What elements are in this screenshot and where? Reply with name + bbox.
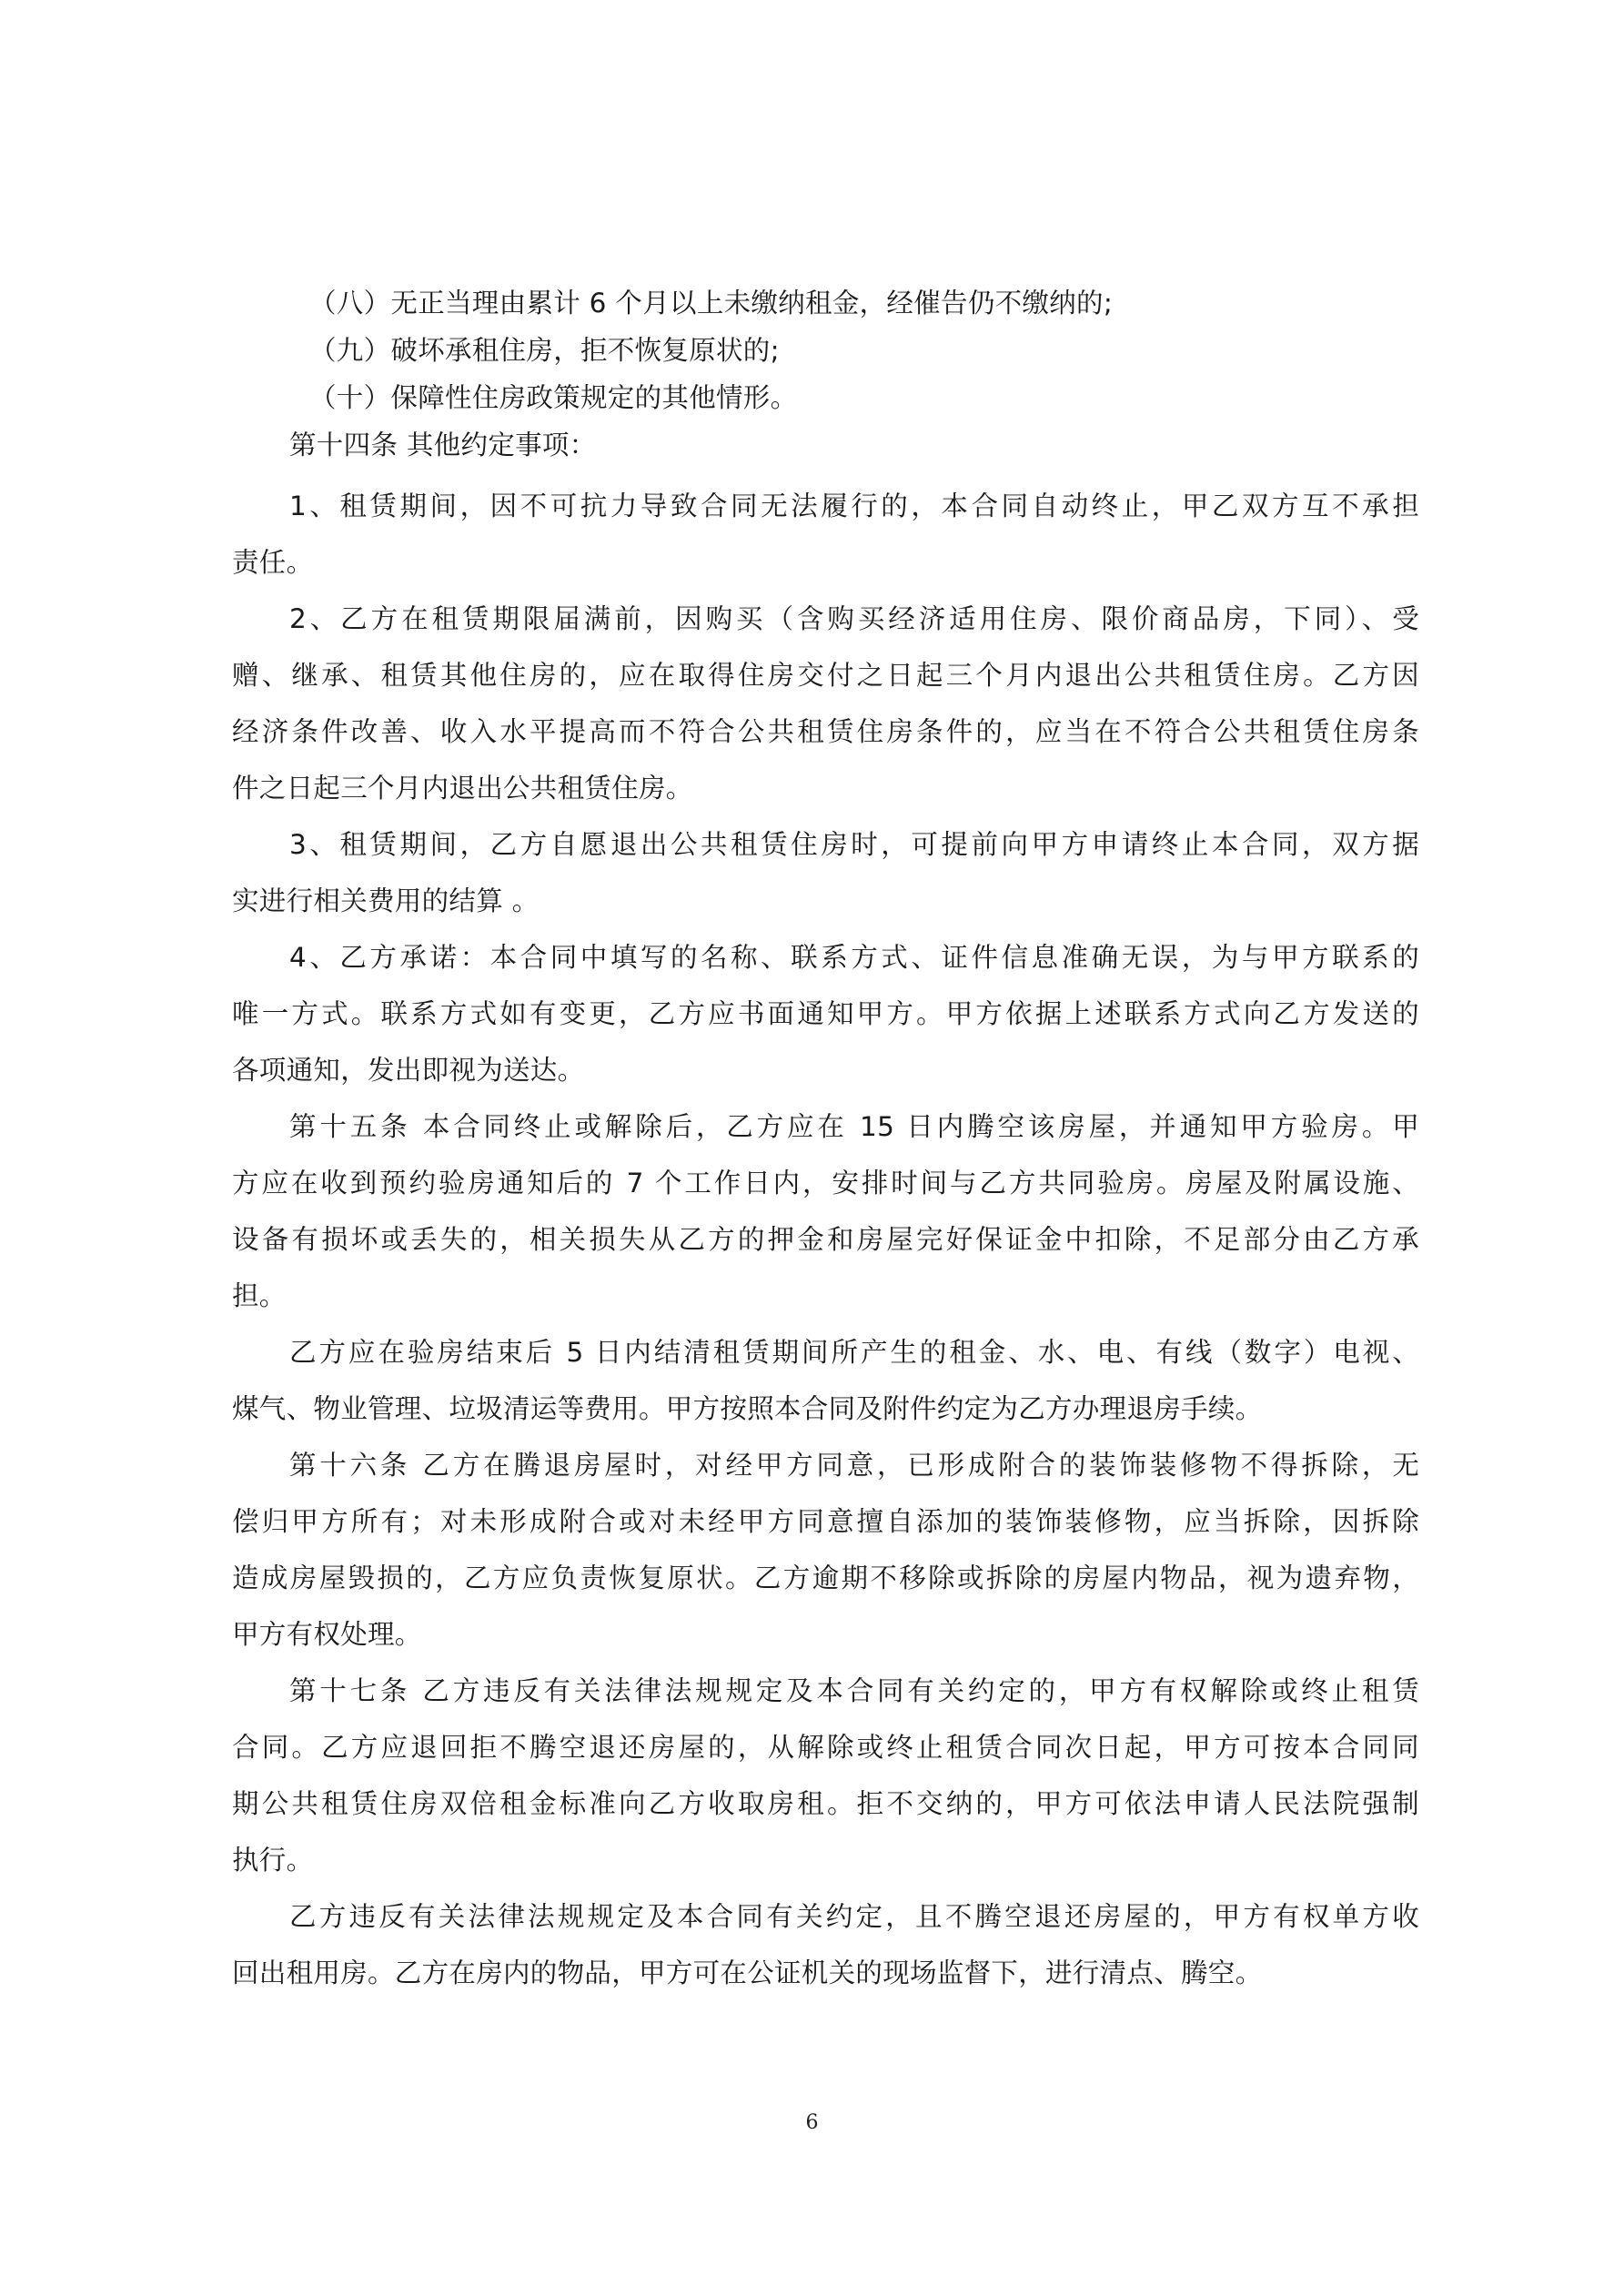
text-line: 造成房屋毁损的，乙方应负责恢复原状。乙方逾期不移除或拆除的房屋内物品，视为遗弃物，: [232, 1563, 1419, 1593]
text-line: 担。: [232, 1280, 287, 1311]
text-line: （八）无正当理由累计 6 个月以上未缴纳租金，经催告仍不缴纳的;: [309, 288, 1114, 319]
text-line: 3、租赁期间，乙方自愿退出公共租赁住房时，可提前向甲方申请终止本合同，双方据: [289, 829, 1419, 860]
text-line: 各项通知，发出即视为送达。: [232, 1055, 585, 1086]
text-line: 第十六条 乙方在腾退房屋时，对经甲方同意，已形成附合的装饰装修物不得拆除，无: [289, 1450, 1419, 1481]
text-line: 乙方违反有关法律法规规定及本合同有关约定，且不腾空退还房屋的，甲方有权单方收: [289, 1901, 1419, 1932]
text-line: （十）保障性住房政策规定的其他情形。: [309, 382, 798, 413]
text-line: 方应在收到预约验房通知后的 7 个工作日内，安排时间与乙方共同验房。房屋及附属设施、: [232, 1168, 1419, 1199]
text-line: 乙方应在验房结束后 5 日内结清租赁期间所产生的租金、水、电、有线（数字）电视、: [289, 1337, 1419, 1368]
text-line: 4、乙方承诺：本合同中填写的名称、联系方式、证件信息准确无误，为与甲方联系的: [289, 942, 1419, 973]
text-line: 实进行相关费用的结算 。: [232, 885, 540, 916]
text-line: 第十七条 乙方违反有关法律法规规定及本合同有关约定的，甲方有权解除或终止租赁: [289, 1675, 1419, 1706]
text-line: 回出租用房。乙方在房内的物品，甲方可在公证机关的现场监督下，进行清点、腾空。: [232, 1957, 1263, 1988]
text-line: 赠、继承、租赁其他住房的，应在取得住房交付之日起三个月内退出公共租赁住房。乙方因: [232, 660, 1419, 691]
page-number: 6: [805, 2111, 819, 2134]
text-line: 合同。乙方应退回拒不腾空退还房屋的，从解除或终止租赁合同次日起，甲方可按本合同同: [232, 1732, 1419, 1763]
text-line: 第十五条 本合同终止或解除后，乙方应在 15 日内腾空该房屋，并通知甲方验房。甲: [289, 1111, 1419, 1142]
text-line: 2、乙方在租赁期限届满前，因购买（含购买经济适用住房、限价商品房，下同）、受: [289, 603, 1419, 634]
text-line: 偿归甲方所有；对未形成附合或对未经甲方同意擅自添加的装饰装修物，应当拆除，因拆除: [232, 1506, 1419, 1537]
text-line: 甲方有权处理。: [232, 1619, 422, 1650]
text-line: 期公共租赁住房双倍租金标准向乙方收取房租。拒不交纳的，甲方可依法申请人民法院强制: [232, 1788, 1419, 1819]
text-line: 1、租赁期间，因不可抗力导致合同无法履行的，本合同自动终止，甲乙双方互不承担: [289, 491, 1419, 521]
text-line: （九）破坏承租住房，拒不恢复原状的;: [309, 335, 780, 366]
text-line: 唯一方式。联系方式如有变更，乙方应书面通知甲方。甲方依据上述联系方式向乙方发送的: [232, 998, 1419, 1029]
text-line: 设备有损坏或丢失的，相关损失从乙方的押金和房屋完好保证金中扣除，不足部分由乙方承: [232, 1224, 1419, 1255]
text-line: 第十四条 其他约定事项：: [289, 430, 597, 460]
text-line: 责任。: [232, 547, 314, 578]
text-line: 经济条件改善、收入水平提高而不符合公共租赁住房条件的，应当在不符合公共租赁住房条: [232, 716, 1419, 747]
text-line: 煤气、物业管理、垃圾清运等费用。甲方按照本合同及附件约定为乙方办理退房手续。: [232, 1393, 1263, 1424]
text-line: 执行。: [232, 1845, 314, 1876]
text-line: 件之日起三个月内退出公共租赁住房。: [232, 773, 693, 804]
